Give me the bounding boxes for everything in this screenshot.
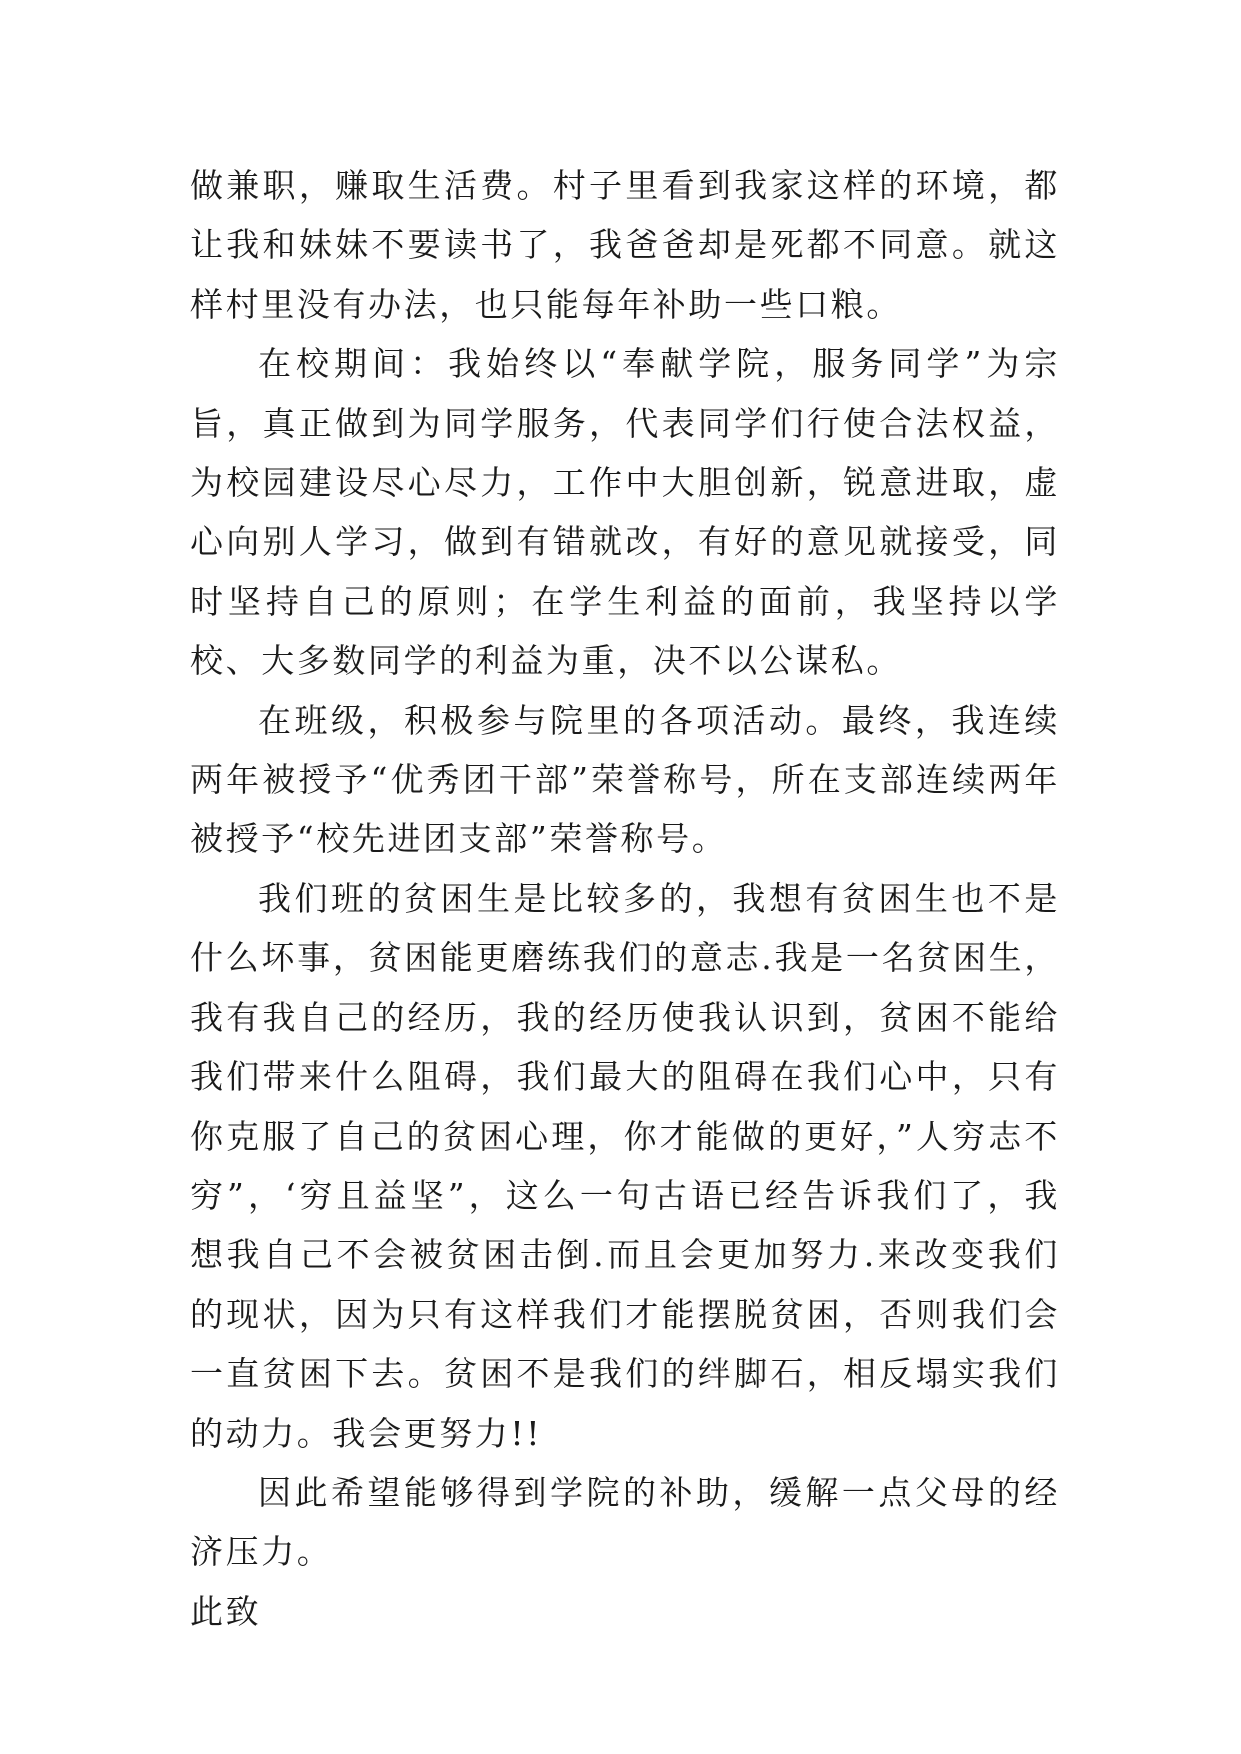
paragraph-4: 我们班的贫困生是比较多的，我想有贫困生也不是什么坏事，贫困能更磨练我们的意志.我是一名贫困生，我有我自己的经历，我的经历使我认识到，贫困不能给我们带来什么阻碍，我们最大的阻碍在我们心中，只有你克服了自己的贫困心理，你才能做的更好，”人穷志不穷”，‘穷且益坚”，这么一句古语已经告诉我们了，我想我自己不会被贫困击倒.而且会更加努力.来改变我们的现状，因为只有这样我们才能摆脱贫困，否则我们会一直贫困下去。贫困不是我们的绊脚石，相反塌实我们的动力。我会更努力!! xyxy=(190,878,1060,1453)
paragraph-5: 因此希望能够得到学院的补助，缓解一点父母的经济压力。 xyxy=(190,1472,1060,1572)
closing-salutation: 此致 xyxy=(190,1591,262,1631)
paragraph-1: 做兼职，赚取生活费。村子里看到我家这样的环境，都让我和妹妹不要读书了，我爸爸却是死都不同意。就这样村里没有办法，也只能每年补助一些口粮。 xyxy=(190,166,1060,324)
letter-body xyxy=(190,156,1060,1641)
paragraph-3: 在班级，积极参与院里的各项活动。最终，我连续两年被授予“优秀团干部”荣誉称号，所在支部连续两年被授予“校先进团支部”荣誉称号。 xyxy=(190,700,1060,859)
paragraph-2: 在校期间：我始终以“奉献学院，服务同学”为宗旨，真正做到为同学服务，代表同学们行使合法权益，为校园建设尽心尽力，工作中大胆创新，锐意进取，虚心向别人学习，做到有错就改，有好的意见就接受，同时坚持自己的原则；在学生利益的面前，我坚持以学校、大多数同学的利益为重，决不以公谋私。 xyxy=(190,344,1060,681)
